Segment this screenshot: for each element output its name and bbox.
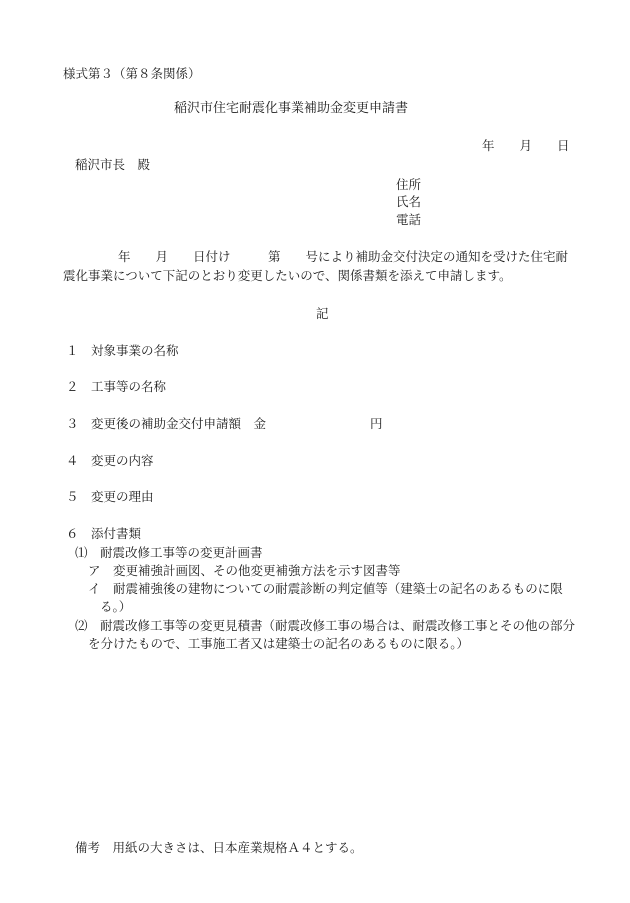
item-1: １ 対象事業の名称 [66,343,179,358]
item-6: ６ 添付書類 [66,526,142,541]
attachment-1: ⑴ 耐震改修工事等の変更計画書 [75,545,263,560]
attachment-2-line-2: を分けたもので、工事施工者又は建築士の記名のあるものに限る。） [88,636,470,651]
item-5: ５ 変更の理由 [66,489,154,504]
item-3: ３ 変更後の補助金交付申請額 金 [66,416,267,431]
name-label: 氏名 [396,194,422,209]
item-3-unit: 円 [370,416,383,431]
body-line-2: 震化事業について下記のとおり変更したいので、関係書類を添えて申請します。 [63,268,512,283]
body-line-1: 年 月 日付け 第 号により補助金交付決定の通知を受けた住宅耐 [118,249,569,264]
attachment-2-line-1: ⑵ 耐震改修工事等の変更見積書（耐震改修工事の場合は、耐震改修工事とその他の部分 [75,618,576,633]
document-title: 稲沢市住宅耐震化事業補助金変更申請書 [174,101,409,116]
attachment-1-b-line-1: イ 耐震補強後の建物についての耐震診断の判定値等（建築士の記名のあるものに限 [88,581,563,596]
phone-label: 電話 [396,212,422,227]
item-2: ２ 工事等の名称 [66,379,167,394]
item-4: ４ 変更の内容 [66,453,154,468]
attachment-1-a: ア 変更補強計画図、その他変更補強方法を示す図書等 [88,563,401,578]
ki-heading: 記 [316,306,329,321]
note: 備考 用紙の大きさは、日本産業規格Ａ４とする。 [75,840,363,855]
addressee: 稲沢市長 殿 [75,157,151,172]
attachment-1-b-line-2: る。） [100,599,132,614]
date-line: 年 月 日 [482,138,570,153]
address-label: 住所 [396,177,422,192]
form-number: 様式第３（第８条関係） [63,66,201,81]
